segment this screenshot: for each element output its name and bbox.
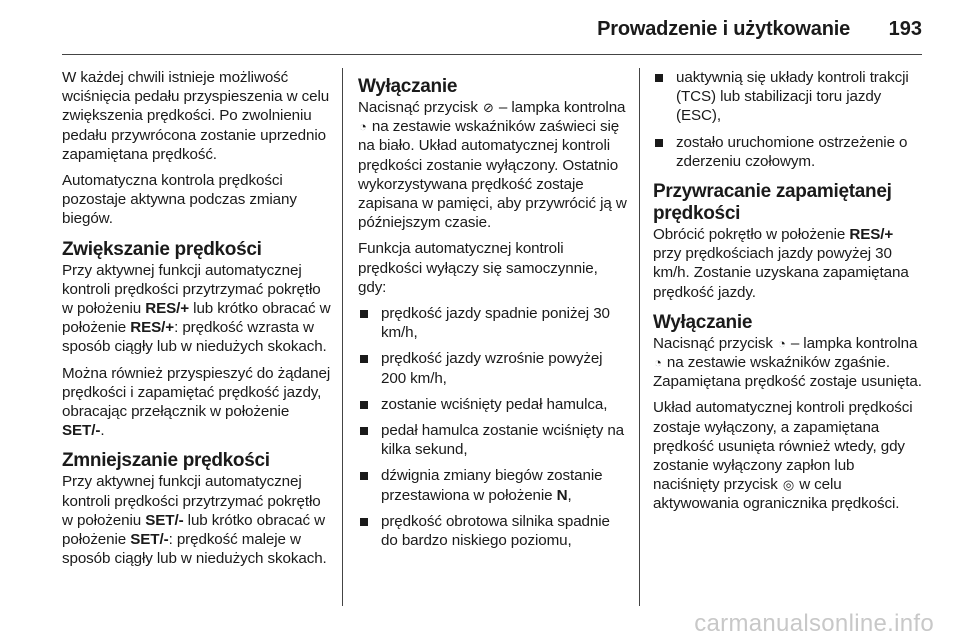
paragraph: Układ automatycznej kontroli prędkości zostaje wyłączony, a zapamiętana prędkość usunięta również wtedy, gdy zostanie wyłączony zapłon lub naciśnięty przycisk ◎ w celu aktywowania ogranicznika prędkości. — [653, 399, 913, 513]
list-item: prędkość jazdy wzrośnie powyżej 200 km/h, — [358, 349, 630, 387]
heading-switch-off: Wyłączanie — [358, 76, 458, 97]
cruise-control-icon: ◔ — [777, 335, 786, 351]
column-1 — [62, 68, 332, 575]
paragraph: Automatyczna kontrola prędkości pozostaje aktywna podczas zmiany biegów. — [62, 172, 297, 228]
paragraph: Przy aktywnej funkcji automatycznej kontroli prędkości przytrzymać pokrętło w położeniu RES/+ lub krótko obracać w położenie RES/+: prędkość wzrasta w sposób ciągły lub w niedużych skokach. — [62, 261, 331, 356]
heading-switch-off-2: Wyłączanie — [653, 311, 753, 333]
paragraph: Nacisnąć przycisk ⊘ – lampka kontrolna ◔ na zestawie wskaźników zaświeci się na biało. Układ automatycznej kontroli prędkości zostanie wyłączony. Ostatnio wykorzystywana prędkość zostaje zapisana w pamięci, aby przywrócić ją w późniejszym czasie. — [358, 99, 627, 232]
paragraph: Można również przyspieszyć do żądanej prędkości i zapamiętać prędkość jazdy, obracając przełącznik w położenie SET/-. — [62, 364, 331, 440]
cruise-control-icon: ◔ — [359, 119, 367, 135]
cruise-control-icon: ◔ — [654, 355, 662, 371]
heading-decrease-speed: Zmniejszanie prędkości — [62, 450, 270, 472]
list-item: zostało uruchomione ostrzeżenie o zderzeniu czołowym. — [653, 133, 923, 171]
deactivation-list — [358, 304, 630, 550]
paragraph: Funkcja automatycznej kontroli prędkości wyłączy się samoczynnie, gdy: — [358, 240, 598, 296]
column-2 — [358, 68, 630, 557]
column-3 — [653, 68, 923, 521]
list-item: zostanie wciśnięty pedał hamulca, — [358, 395, 630, 414]
speed-limiter-icon: ◎ — [782, 477, 795, 493]
page-title: Prowadzenie i użytkowanie — [597, 18, 850, 40]
column-divider — [639, 68, 640, 606]
list-item: dźwignia zmiany biegów zostanie przestawiona w położenie N, — [358, 466, 630, 504]
paragraph: Przy aktywnej funkcji automatycznej kontroli prędkości przytrzymać pokrętło w położeniu SET/- lub krótko obracać w położenie SET/-: prędkość maleje w sposób ciągły lub w niedużych skokach. — [62, 473, 327, 568]
paragraph: Obrócić pokrętło w położenie RES/+ przy prędkościach jazdy powyżej 30 km/h. Zostanie uzyskana zapamiętana prędkość jazdy. — [653, 226, 909, 301]
deactivation-list-cont — [653, 68, 923, 171]
watermark: carmanualsonline.info — [694, 610, 934, 637]
page-number: 193 — [888, 18, 922, 40]
list-item: pedał hamulca zostanie wciśnięty na kilka sekund, — [358, 421, 630, 459]
list-item: uaktywnią się układy kontroli trakcji (TCS) lub stabilizacji toru jazdy (ESC), — [653, 68, 923, 126]
paragraph: W każdej chwili istnieje możliwość wciśnięcia pedału przyspieszenia w celu zwiększenia prędkości. Po zwolnieniu pedału przywrócona zostanie uprzednio zapamiętana prędkość. — [62, 69, 330, 163]
list-item: prędkość obrotowa silnika spadnie do bardzo niskiego poziomu, — [358, 512, 630, 550]
column-divider — [342, 68, 343, 606]
page-header — [62, 0, 922, 55]
heading-restore-speed: Przywracanie zapamiętanej prędkości — [653, 181, 892, 225]
list-item: prędkość jazdy spadnie poniżej 30 km/h, — [358, 304, 630, 342]
paragraph: Nacisnąć przycisk ◔ – lampka kontrolna ◔ na zestawie wskaźników zgaśnie. Zapamiętana prędkość zostaje usunięta. — [653, 334, 922, 391]
cruise-control-cancel-icon: ⊘ — [482, 100, 494, 115]
heading-increase-speed: Zwiększanie prędkości — [62, 238, 262, 260]
